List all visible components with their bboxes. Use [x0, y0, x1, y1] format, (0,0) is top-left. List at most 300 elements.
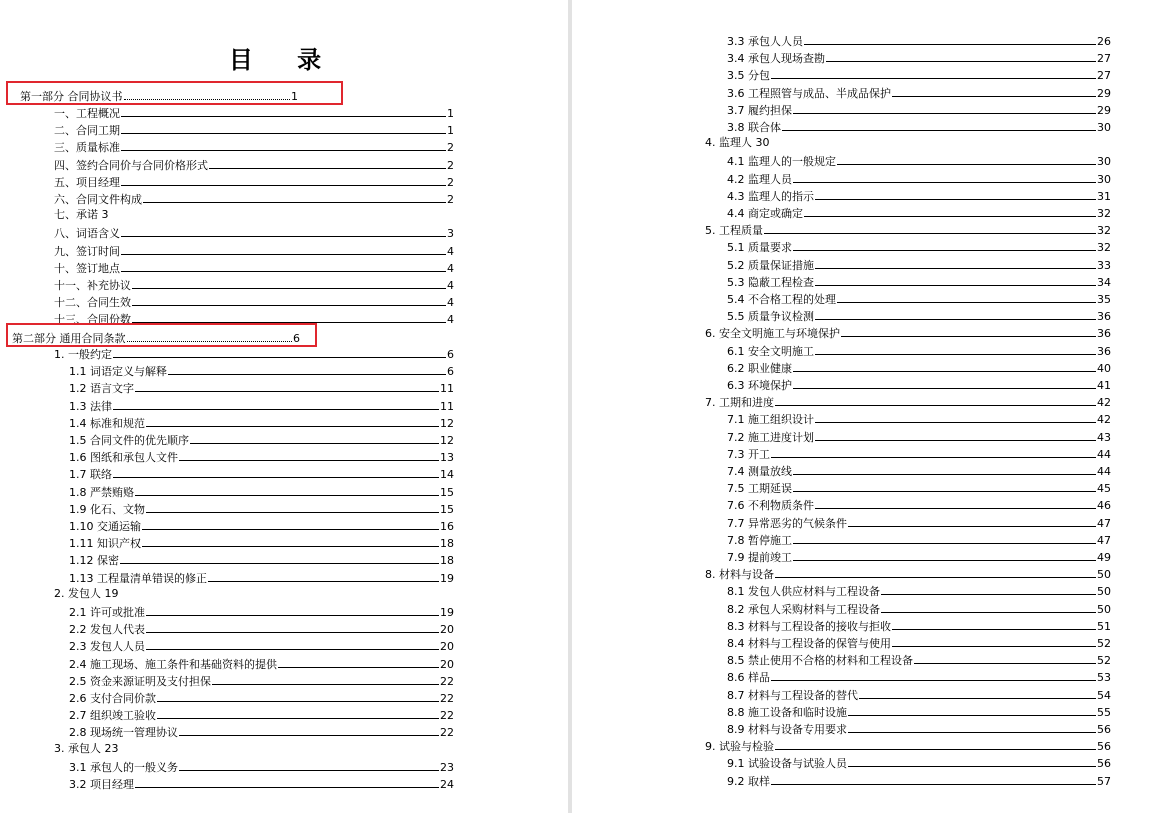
toc-heading[interactable]: 4. 监理人 30 — [705, 136, 770, 150]
toc-entry-page: 47 — [1097, 533, 1111, 547]
toc-entry[interactable] — [69, 447, 454, 464]
toc-entry-leader — [168, 374, 446, 375]
toc-entry-label: 8.1 发包人供应材料与工程设备 — [727, 585, 880, 599]
toc-entry[interactable] — [727, 100, 1111, 117]
toc-entry-page: 47 — [1097, 516, 1111, 530]
toc-entry-label: 3.2 项目经理 — [69, 778, 134, 791]
toc-entry-leader — [121, 150, 446, 151]
toc-entry-page: 4 — [447, 313, 454, 327]
toc-entry-leader — [157, 701, 439, 702]
toc-entry-leader — [815, 285, 1096, 286]
toc-entry-leader — [793, 474, 1096, 475]
toc-entry-label: 5.4 不合格工程的处理 — [727, 293, 836, 306]
toc-entry[interactable] — [727, 685, 1111, 702]
toc-entry-leader — [815, 319, 1096, 320]
toc-entry-page: 16 — [440, 520, 454, 533]
toc-entry-label: 7.9 提前竣工 — [727, 551, 792, 564]
toc-entry-page: 42 — [1097, 413, 1111, 427]
toc-entry[interactable] — [69, 464, 454, 481]
toc-entry-label: 5.5 质量争议检测 — [727, 310, 814, 324]
toc-entry-label: 4.2 监理人员 — [727, 172, 792, 186]
toc-entry[interactable] — [54, 120, 454, 137]
toc-entry-label: 2.4 施工现场、施工条件和基础资料的提供 — [69, 657, 277, 671]
toc-entry[interactable] — [69, 516, 454, 533]
toc-entry-leader — [793, 543, 1096, 544]
toc-entry-page: 56 — [1097, 740, 1111, 754]
toc-entry-page: 52 — [1097, 654, 1111, 668]
toc-entry-leader — [190, 443, 439, 444]
toc-entry-part2[interactable] — [12, 328, 300, 345]
toc-entry-leader — [793, 182, 1096, 183]
toc-entry[interactable] — [54, 241, 454, 258]
toc-entry[interactable] — [69, 533, 454, 550]
toc-entry-label: 7.4 测量放线 — [727, 465, 792, 478]
toc-entry-label: 8.4 材料与工程设备的保管与使用 — [727, 637, 891, 650]
toc-entry-page: 19 — [440, 606, 454, 619]
toc-entry[interactable] — [727, 65, 1111, 82]
toc-entry[interactable] — [69, 722, 454, 739]
toc-entry-leader — [208, 581, 439, 582]
toc-entry[interactable] — [727, 186, 1111, 203]
toc-entry[interactable] — [727, 427, 1111, 444]
toc-entry-label: 9. 试验与检验 — [705, 740, 774, 754]
toc-entry-page: 4 — [447, 279, 454, 292]
toc-entry-page: 26 — [1097, 35, 1111, 48]
toc-entry[interactable] — [54, 155, 454, 172]
toc-entry[interactable] — [727, 237, 1111, 254]
toc-entry-leader — [892, 646, 1096, 647]
document-page-right — [572, 0, 1174, 813]
toc-entry-page: 27 — [1097, 69, 1111, 83]
toc-entry-page: 29 — [1097, 86, 1111, 100]
toc-entry[interactable] — [54, 189, 454, 206]
toc-entry-leader — [914, 663, 1096, 664]
toc-entry-label: 6. 安全文明施工与环境保护 — [705, 327, 840, 341]
toc-entry-page: 56 — [1097, 723, 1111, 736]
toc-entry-page: 33 — [1097, 258, 1111, 272]
toc-entry[interactable] — [727, 306, 1111, 323]
toc-entry-page: 22 — [440, 726, 454, 740]
toc-entry-leader — [892, 629, 1096, 630]
toc-entry-label: 8.9 材料与设备专用要求 — [727, 723, 847, 736]
toc-entry-leader — [113, 477, 439, 478]
toc-entry[interactable] — [727, 341, 1111, 358]
toc-entry-label: 3.5 分包 — [727, 69, 770, 83]
toc-entry-leader — [209, 168, 446, 169]
toc-entry-leader — [775, 749, 1096, 750]
toc-entry[interactable] — [727, 375, 1111, 392]
toc-entry-label: 7.6 不利物质条件 — [727, 499, 814, 513]
toc-entry[interactable] — [69, 757, 454, 774]
toc-entry-label: 8. 材料与设备 — [705, 568, 774, 582]
toc-entry-label: 7.2 施工进度计划 — [727, 430, 814, 444]
toc-entry-leader — [804, 44, 1096, 45]
toc-entry[interactable] — [705, 220, 1111, 237]
toc-entry-leader — [815, 440, 1096, 441]
toc-entry-page: 14 — [440, 468, 454, 482]
toc-entry[interactable] — [69, 688, 454, 705]
toc-entry-leader — [212, 684, 439, 685]
toc-entry-leader — [815, 268, 1096, 269]
toc-entry[interactable] — [727, 358, 1111, 375]
toc-entry-page: 12 — [440, 434, 454, 447]
toc-entry-leader — [146, 512, 439, 513]
toc-entry[interactable] — [54, 137, 454, 154]
toc-entry-page: 3 — [447, 227, 454, 241]
toc-entry-page: 57 — [1097, 774, 1111, 788]
toc-entry[interactable] — [727, 48, 1111, 65]
toc-entry-label: 1.1 词语定义与解释 — [69, 365, 167, 379]
toc-entry-label: 3.6 工程照管与成品、半成品保护 — [727, 86, 891, 100]
toc-entry-page: 2 — [447, 141, 454, 155]
toc-entry-page: 51 — [1097, 619, 1111, 633]
toc-entry-label: 6.1 安全文明施工 — [727, 344, 814, 358]
toc-entry-label: 1.6 图纸和承包人文件 — [69, 451, 178, 465]
toc-entry-label: 4.4 商定或确定 — [727, 207, 803, 220]
toc-entry-label: 十三、合同份数 — [54, 313, 131, 327]
toc-entry-page: 24 — [440, 778, 454, 791]
toc-entry-leader — [135, 495, 439, 496]
toc-entry[interactable] — [727, 289, 1111, 306]
toc-entry-leader — [121, 236, 446, 237]
toc-entry-leader — [815, 422, 1096, 423]
toc-entry-leader — [146, 426, 439, 427]
toc-entry-label: 7.3 开工 — [727, 447, 770, 461]
toc-entry[interactable] — [727, 599, 1111, 616]
toc-entry[interactable] — [727, 151, 1111, 168]
toc-entry-label: 4.3 监理人的指示 — [727, 189, 814, 203]
toc-entry-leader — [127, 341, 293, 342]
toc-entry-leader — [146, 615, 439, 616]
toc-entry-page: 32 — [1097, 241, 1111, 255]
toc-entry[interactable] — [727, 461, 1111, 478]
toc-entry-label: 1.3 法律 — [69, 399, 112, 413]
toc-entry-page: 50 — [1097, 568, 1111, 582]
toc-entry[interactable] — [727, 530, 1111, 547]
toc-entry-page: 11 — [440, 382, 454, 396]
toc-entry-leader — [837, 302, 1096, 303]
toc-entry-page: 18 — [440, 554, 454, 568]
toc-entry[interactable] — [727, 581, 1111, 598]
toc-entry[interactable] — [69, 705, 454, 722]
toc-entry[interactable] — [69, 499, 454, 516]
toc-entry-label: 9.1 试验设备与试验人员 — [727, 757, 847, 771]
toc-entry-label: 十二、合同生效 — [54, 296, 131, 310]
toc-entry-leader — [815, 199, 1096, 200]
toc-entry-label: 6.2 职业健康 — [727, 361, 792, 375]
toc-heading[interactable]: 3. 承包人 23 — [54, 741, 119, 755]
toc-entry-leader — [848, 526, 1096, 527]
toc-entry-leader — [135, 391, 439, 392]
toc-entry-label: 2.7 组织竣工验收 — [69, 709, 156, 723]
toc-entry-page: 50 — [1097, 602, 1111, 616]
toc-entry[interactable] — [705, 564, 1111, 581]
toc-entry-label: 4.1 监理人的一般规定 — [727, 155, 836, 169]
toc-entry-label: 7.8 暂停施工 — [727, 533, 792, 547]
toc-entry-page: 6 — [447, 365, 454, 379]
toc-entry[interactable] — [69, 619, 454, 636]
toc-entry-label: 1.8 严禁贿赂 — [69, 485, 134, 499]
toc-entry-page: 2 — [447, 175, 454, 189]
toc-entry-page: 6 — [447, 348, 454, 361]
toc-entry-leader — [179, 460, 439, 461]
toc-entry[interactable] — [69, 602, 454, 619]
toc-entry-leader — [124, 99, 291, 100]
toc-entry[interactable] — [727, 719, 1111, 736]
toc-entry-label: 十一、补充协议 — [54, 279, 131, 292]
toc-entry-page: 43 — [1097, 430, 1111, 444]
toc-entry-page: 54 — [1097, 688, 1111, 702]
toc-entry-page: 20 — [440, 657, 454, 671]
toc-entry-label: 三、质量标准 — [54, 141, 120, 155]
toc-entry-label: 3.7 履约担保 — [727, 103, 792, 117]
toc-entry-page: 41 — [1097, 379, 1111, 392]
toc-entry-page: 2 — [447, 193, 454, 206]
toc-entry-label: 5.2 质量保证措施 — [727, 258, 814, 272]
toc-entry-page: 20 — [440, 640, 454, 654]
toc-entry-leader — [848, 732, 1096, 733]
toc-entry-label: 1.7 联络 — [69, 468, 112, 482]
toc-entry[interactable] — [727, 633, 1111, 650]
toc-entry[interactable] — [727, 513, 1111, 530]
toc-entry-label: 2.2 发包人代表 — [69, 623, 145, 637]
toc-entry-page: 30 — [1097, 121, 1111, 134]
toc-entry-page: 1 — [447, 124, 454, 138]
toc-heading[interactable]: 七、承诺 3 — [54, 208, 109, 222]
toc-entry-page: 18 — [440, 537, 454, 551]
toc-entry-label: 1. 一般约定 — [54, 348, 112, 361]
toc-entry[interactable] — [69, 430, 454, 447]
toc-entry-page: 4 — [447, 296, 454, 310]
toc-entry-leader — [132, 305, 446, 306]
toc-entry-page: 19 — [440, 571, 454, 585]
toc-entry-label: 九、签订时间 — [54, 244, 120, 258]
toc-entry[interactable] — [705, 736, 1111, 753]
toc-entry[interactable] — [727, 495, 1111, 512]
toc-entry-leader — [135, 787, 439, 788]
toc-entry[interactable] — [69, 774, 454, 791]
toc-entry-label: 1.13 工程量清单错误的修正 — [69, 571, 207, 585]
toc-entry-page: 15 — [440, 502, 454, 516]
toc-entry-page: 30 — [1097, 172, 1111, 186]
toc-entry-page: 22 — [440, 709, 454, 723]
toc-entry-page: 4 — [447, 244, 454, 258]
toc-entry-page: 2 — [447, 158, 454, 172]
toc-entry-leader — [782, 130, 1096, 131]
toc-entry-page: 20 — [440, 623, 454, 637]
toc-entry-page: 42 — [1097, 396, 1111, 410]
toc-entry-leader — [142, 546, 439, 547]
toc-entry-label: 3.1 承包人的一般义务 — [69, 760, 178, 774]
toc-entry[interactable] — [727, 753, 1111, 770]
toc-entry[interactable] — [727, 272, 1111, 289]
toc-entry-label: 2.6 支付合同价款 — [69, 692, 156, 705]
toc-entry-label: 五、项目经理 — [54, 175, 120, 189]
toc-entry[interactable] — [69, 361, 454, 378]
toc-entry-page: 44 — [1097, 465, 1111, 478]
toc-entry-page: 29 — [1097, 103, 1111, 117]
toc-entry-label: 1.10 交通运输 — [69, 520, 141, 533]
toc-entry-page: 12 — [440, 416, 454, 430]
toc-entry-leader — [121, 254, 446, 255]
toc-entry-label: 5. 工程质量 — [705, 224, 763, 238]
toc-entry-leader — [775, 405, 1096, 406]
toc-entry-leader — [892, 96, 1096, 97]
toc-entry[interactable] — [727, 667, 1111, 684]
toc-entry-leader — [179, 735, 439, 736]
toc-entry-label: 8.3 材料与工程设备的接收与拒收 — [727, 619, 891, 633]
toc-entry[interactable] — [54, 223, 454, 240]
toc-entry-label: 一、工程概况 — [54, 107, 120, 120]
toc-entry-page: 49 — [1097, 551, 1111, 564]
toc-entry[interactable] — [727, 117, 1111, 134]
toc-entry-page: 46 — [1097, 499, 1111, 513]
toc-entry[interactable] — [69, 550, 454, 567]
toc-entry-page: 1 — [447, 107, 454, 120]
toc-entry-page: 4 — [447, 261, 454, 275]
toc-entry-label: 六、合同文件构成 — [54, 193, 142, 206]
toc-entry-page: 50 — [1097, 585, 1111, 599]
toc-entry-label: 1.12 保密 — [69, 554, 119, 568]
toc-entry-label: 第二部分 通用合同条款 — [12, 332, 126, 345]
toc-entry[interactable] — [54, 172, 454, 189]
toc-entry[interactable] — [69, 636, 454, 653]
toc-entry[interactable] — [54, 292, 454, 309]
toc-entry-leader — [179, 770, 439, 771]
toc-entry-label: 3.4 承包人现场查勘 — [727, 52, 825, 66]
toc-entry-leader — [775, 577, 1096, 578]
toc-entry-leader — [771, 680, 1096, 681]
toc-entry-label: 7. 工期和进度 — [705, 396, 774, 410]
toc-entry-label: 8.5 禁止使用不合格的材料和工程设备 — [727, 654, 913, 668]
toc-entry[interactable] — [705, 392, 1111, 409]
toc-entry-label: 2.8 现场统一管理协议 — [69, 726, 178, 740]
toc-entry[interactable] — [69, 654, 454, 671]
toc-entry[interactable] — [69, 413, 454, 430]
toc-entry-label: 1.11 知识产权 — [69, 537, 141, 551]
toc-entry-page: 55 — [1097, 705, 1111, 719]
toc-entry[interactable] — [727, 31, 1111, 48]
toc-entry-leader — [146, 649, 439, 650]
toc-entry-leader — [142, 529, 439, 530]
toc-entry[interactable] — [69, 482, 454, 499]
toc-entry-leader — [804, 216, 1096, 217]
toc-entry[interactable] — [727, 702, 1111, 719]
toc-entry-label: 7.7 异常恶劣的气候条件 — [727, 516, 847, 530]
toc-entry[interactable] — [727, 203, 1111, 220]
toc-entry-label: 十、签订地点 — [54, 261, 120, 275]
toc-entry[interactable] — [727, 771, 1111, 788]
toc-entry-leader — [771, 78, 1096, 79]
toc-entry-page: 52 — [1097, 637, 1111, 650]
toc-entry-label: 2.1 许可或批准 — [69, 606, 145, 619]
toc-entry[interactable] — [727, 478, 1111, 495]
toc-entry[interactable] — [727, 444, 1111, 461]
toc-entry-leader — [157, 718, 439, 719]
toc-entry[interactable] — [727, 616, 1111, 633]
toc-entry-page: 45 — [1097, 482, 1111, 496]
toc-entry-page: 30 — [1097, 155, 1111, 169]
toc-entry-leader — [278, 667, 439, 668]
toc-entry-label: 8.2 承包人采购材料与工程设备 — [727, 602, 880, 616]
toc-entry-label: 3.3 承包人人员 — [727, 35, 803, 48]
toc-entry-leader — [121, 133, 446, 134]
toc-entry-leader — [121, 116, 446, 117]
toc-entry-label: 八、词语含义 — [54, 227, 120, 241]
toc-entry-page: 44 — [1097, 447, 1111, 461]
toc-entry-label: 8.6 样品 — [727, 671, 770, 685]
toc-entry[interactable] — [69, 396, 454, 413]
toc-entry-page: 53 — [1097, 671, 1111, 685]
toc-entry-label: 四、签约合同价与合同价格形式 — [54, 158, 208, 172]
toc-entry-page: 36 — [1097, 344, 1111, 358]
toc-entry-label: 2.5 资金来源证明及支付担保 — [69, 674, 211, 688]
toc-entry[interactable] — [727, 83, 1111, 100]
toc-entry-page: 36 — [1097, 310, 1111, 324]
toc-entry-label: 9.2 取样 — [727, 774, 770, 788]
toc-entry-page: 35 — [1097, 293, 1111, 306]
toc-heading[interactable]: 2. 发包人 19 — [54, 586, 119, 600]
toc-entry[interactable] — [69, 671, 454, 688]
toc-entry-leader — [826, 61, 1096, 62]
toc-entry-leader — [113, 409, 439, 410]
toc-entry[interactable] — [54, 103, 454, 120]
toc-entry-page: 40 — [1097, 361, 1111, 375]
toc-entry-leader — [815, 354, 1096, 355]
toc-entry-page: 27 — [1097, 52, 1111, 66]
toc-entry-leader — [793, 371, 1096, 372]
toc-entry-page: 34 — [1097, 275, 1111, 289]
toc-entry-leader — [793, 250, 1096, 251]
toc-entry[interactable] — [727, 650, 1111, 667]
toc-entry[interactable] — [727, 409, 1111, 426]
toc-entry-page: 15 — [440, 485, 454, 499]
toc-entry-leader — [793, 560, 1096, 561]
toc-entry-page: 36 — [1097, 327, 1111, 341]
toc-entry[interactable] — [727, 547, 1111, 564]
toc-entry-leader — [764, 233, 1096, 234]
toc-entry[interactable] — [54, 275, 454, 292]
toc-entry-label: 5.1 质量要求 — [727, 241, 792, 255]
toc-entry-leader — [848, 766, 1096, 767]
toc-entry-leader — [881, 612, 1096, 613]
toc-entry-leader — [841, 336, 1096, 337]
document-page-left — [0, 0, 568, 813]
toc-entry-page: 23 — [440, 760, 454, 774]
toc-entry[interactable] — [705, 323, 1111, 340]
toc-entry-label: 8.8 施工设备和临时设施 — [727, 705, 847, 719]
toc-entry[interactable] — [54, 258, 454, 275]
toc-entry-page: 22 — [440, 692, 454, 705]
toc-entry[interactable] — [69, 568, 454, 585]
toc-entry[interactable] — [54, 344, 454, 361]
toc-entry-page: 22 — [440, 674, 454, 688]
toc-entry-page: 56 — [1097, 757, 1111, 771]
toc-entry-page: 11 — [440, 399, 454, 413]
toc-entry-leader — [771, 457, 1096, 458]
toc-entry-part1[interactable] — [20, 86, 298, 103]
toc-entry-label: 7.1 施工组织设计 — [727, 413, 814, 427]
toc-entry-leader — [121, 185, 446, 186]
toc-entry-page: 32 — [1097, 207, 1111, 220]
toc-entry[interactable] — [69, 378, 454, 395]
toc-entry-leader — [120, 563, 439, 564]
toc-entry-leader — [793, 491, 1096, 492]
toc-entry-leader — [793, 388, 1096, 389]
toc-entry[interactable] — [727, 169, 1111, 186]
toc-entry-page: 13 — [440, 451, 454, 465]
toc-entry[interactable] — [727, 255, 1111, 272]
